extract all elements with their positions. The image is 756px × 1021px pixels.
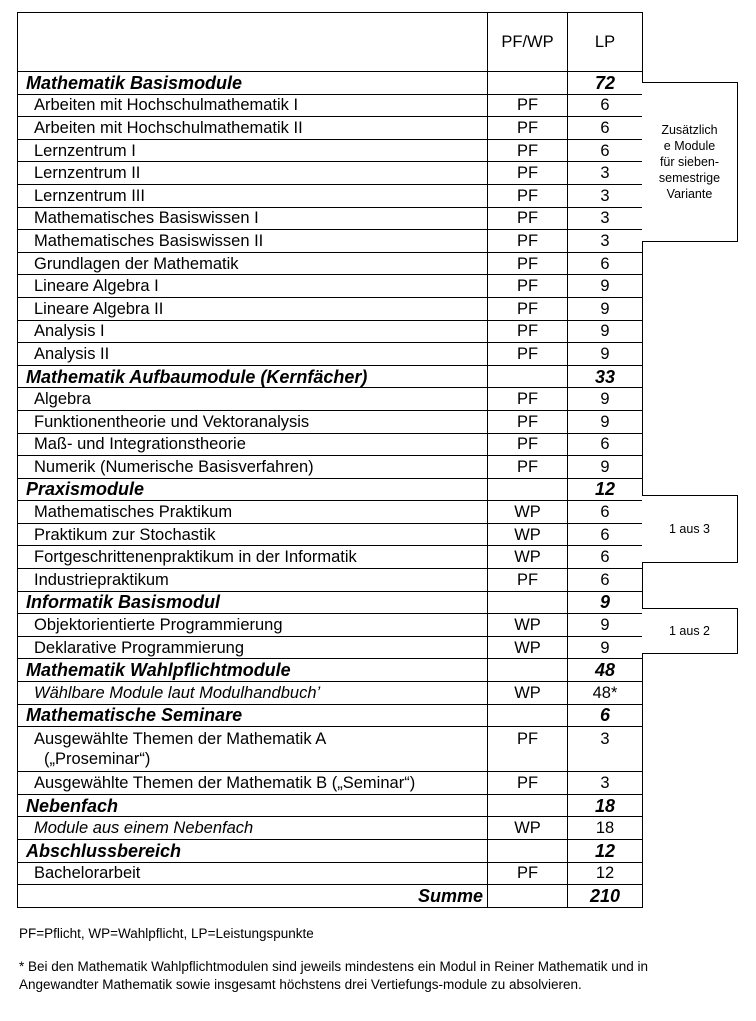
- section-title: Mathematik Aufbaumodule (Kernfächer): [18, 365, 488, 388]
- lp-cell: 6: [568, 117, 643, 140]
- pf-cell: [488, 794, 568, 817]
- lp-cell: 6: [568, 252, 643, 275]
- module-name: Praktikum zur Stochastik: [18, 523, 488, 546]
- pf-cell: PF: [488, 297, 568, 320]
- module-name: Lernzentrum III: [18, 184, 488, 207]
- lp-cell: 12: [568, 840, 643, 863]
- pf-cell: PF: [488, 275, 568, 298]
- lp-cell: 9: [568, 388, 643, 411]
- module-row: [18, 94, 643, 117]
- pf-cell: PF: [488, 727, 568, 772]
- module-name: Algebra: [18, 388, 488, 411]
- module-row: [18, 343, 643, 366]
- module-name: Bachelorarbeit: [18, 862, 488, 885]
- section-row: [18, 72, 643, 95]
- section-row: [18, 591, 643, 614]
- pf-cell: PF: [488, 230, 568, 253]
- lp-cell: 18: [568, 817, 643, 840]
- module-row: [18, 388, 643, 411]
- module-name: Funktionentheorie und Vektoranalysis: [18, 410, 488, 433]
- module-name: Fortgeschrittenenpraktikum in der Informatik: [18, 546, 488, 569]
- lp-cell: 3: [568, 162, 643, 185]
- lp-cell: 6: [568, 523, 643, 546]
- pf-cell: WP: [488, 501, 568, 524]
- section-title: Informatik Basismodul: [18, 591, 488, 614]
- module-row: [18, 297, 643, 320]
- pf-cell: [488, 72, 568, 95]
- module-row: [18, 184, 643, 207]
- pf-cell: PF: [488, 388, 568, 411]
- lp-cell: 72: [568, 72, 643, 95]
- lp-cell: 9: [568, 456, 643, 479]
- pf-cell: [488, 365, 568, 388]
- header-lp: LP: [568, 13, 643, 72]
- lp-cell: 33: [568, 365, 643, 388]
- lp-cell: 12: [568, 862, 643, 885]
- module-name-line2: („Proseminar“): [44, 750, 151, 769]
- module-row: [18, 501, 643, 524]
- note-one-of-three: 1 aus 3: [642, 495, 738, 563]
- section-title: Nebenfach: [18, 794, 488, 817]
- module-name: Lineare Algebra II: [18, 297, 488, 320]
- module-row: [18, 614, 643, 637]
- pf-cell: PF: [488, 320, 568, 343]
- module-row: [18, 320, 643, 343]
- section-row: [18, 704, 643, 727]
- footnote: * Bei den Mathematik Wahlpflichtmodulen sind jeweils mindestens ein Modul in Reiner Mathematik und in Angewandter Mathematik sowie insgesamt höchstens drei Vertiefungs-module zu absolvieren.: [19, 959, 649, 992]
- lp-cell: 6: [568, 546, 643, 569]
- lp-cell: 9: [568, 410, 643, 433]
- lp-cell: 3: [568, 727, 643, 772]
- module-name: [18, 727, 488, 772]
- lp-cell: 6: [568, 139, 643, 162]
- lp-cell: 6: [568, 501, 643, 524]
- pf-cell: WP: [488, 682, 568, 705]
- pf-cell: PF: [488, 94, 568, 117]
- lp-cell: 6: [568, 433, 643, 456]
- pf-cell: PF: [488, 456, 568, 479]
- lp-cell: 6: [568, 704, 643, 727]
- pf-cell: WP: [488, 523, 568, 546]
- module-table: [17, 12, 643, 908]
- lp-cell: 3: [568, 230, 643, 253]
- module-name: Industriepraktikum: [18, 569, 488, 592]
- pf-cell: PF: [488, 207, 568, 230]
- module-row: [18, 433, 643, 456]
- pf-cell: [488, 591, 568, 614]
- module-name: Grundlagen der Mathematik: [18, 252, 488, 275]
- lp-cell: 9: [568, 591, 643, 614]
- pf-cell: PF: [488, 162, 568, 185]
- pf-cell: [488, 704, 568, 727]
- pf-cell: [488, 840, 568, 863]
- sum-value: 210: [568, 885, 643, 908]
- sum-label: Summe: [18, 885, 488, 908]
- pf-cell: PF: [488, 252, 568, 275]
- module-name-line1: Ausgewählte Themen der Mathematik A: [34, 730, 327, 749]
- module-row: [18, 636, 643, 659]
- header-pf: PF/WP: [488, 13, 568, 72]
- lp-cell: 18: [568, 794, 643, 817]
- module-row: [18, 139, 643, 162]
- pf-cell: WP: [488, 614, 568, 637]
- section-title: Praxismodule: [18, 478, 488, 501]
- section-row: [18, 659, 643, 682]
- pf-cell: [488, 659, 568, 682]
- section-title: Abschlussbereich: [18, 840, 488, 863]
- lp-cell: 6: [568, 569, 643, 592]
- pf-cell: PF: [488, 433, 568, 456]
- module-row: [18, 817, 643, 840]
- pf-cell: PF: [488, 410, 568, 433]
- module-name: Objektorientierte Programmierung: [18, 614, 488, 637]
- module-row: [18, 275, 643, 298]
- module-name: Arbeiten mit Hochschulmathematik II: [18, 117, 488, 140]
- module-name: Numerik (Numerische Basisverfahren): [18, 456, 488, 479]
- pf-cell: PF: [488, 862, 568, 885]
- header-row: [18, 13, 643, 72]
- module-row: [18, 862, 643, 885]
- module-name: Mathematisches Praktikum: [18, 501, 488, 524]
- legend: PF=Pflicht, WP=Wahlpflicht, LP=Leistungspunkte: [19, 926, 314, 941]
- module-row: [18, 410, 643, 433]
- module-row: [18, 162, 643, 185]
- module-name: Analysis II: [18, 343, 488, 366]
- pf-cell: PF: [488, 184, 568, 207]
- pf-cell: WP: [488, 817, 568, 840]
- section-row: [18, 840, 643, 863]
- module-row: [18, 546, 643, 569]
- module-name: Lernzentrum II: [18, 162, 488, 185]
- lp-cell: 12: [568, 478, 643, 501]
- pf-cell: [488, 478, 568, 501]
- module-name: Deklarative Programmierung: [18, 636, 488, 659]
- module-row: [18, 569, 643, 592]
- lp-cell: 9: [568, 297, 643, 320]
- section-row: [18, 794, 643, 817]
- pf-cell: WP: [488, 546, 568, 569]
- module-row: [18, 230, 643, 253]
- module-row: [18, 523, 643, 546]
- note-seven-semester: Zusätzlich e Module für sieben- semestrige Variante: [642, 82, 738, 242]
- pf-cell: [488, 885, 568, 908]
- module-row: [18, 727, 643, 772]
- module-row: [18, 207, 643, 230]
- module-row: [18, 772, 643, 795]
- lp-cell: 9: [568, 275, 643, 298]
- section-title: Mathematik Basismodule: [18, 72, 488, 95]
- lp-cell: 48: [568, 659, 643, 682]
- header-empty: [18, 13, 488, 72]
- lp-cell: 9: [568, 614, 643, 637]
- module-name: Mathematisches Basiswissen II: [18, 230, 488, 253]
- module-name: Maß- und Integrationstheorie: [18, 433, 488, 456]
- section-row: [18, 365, 643, 388]
- sum-row: [18, 885, 643, 908]
- module-name: Lineare Algebra I: [18, 275, 488, 298]
- pf-cell: PF: [488, 772, 568, 795]
- lp-cell: 3: [568, 184, 643, 207]
- module-row: [18, 117, 643, 140]
- module-name: Module aus einem Nebenfach: [18, 817, 488, 840]
- lp-cell: 9: [568, 343, 643, 366]
- section-title: Mathematische Seminare: [18, 704, 488, 727]
- lp-cell: 9: [568, 636, 643, 659]
- lp-cell: 3: [568, 772, 643, 795]
- module-name: Wählbare Module laut Modulhandbuch’: [18, 682, 488, 705]
- lp-cell: 48*: [568, 682, 643, 705]
- pf-cell: PF: [488, 569, 568, 592]
- module-row: [18, 456, 643, 479]
- note-one-of-two: 1 aus 2: [642, 608, 738, 654]
- module-name: Lernzentrum I: [18, 139, 488, 162]
- lp-cell: 3: [568, 207, 643, 230]
- section-row: [18, 478, 643, 501]
- section-title: Mathematik Wahlpflichtmodule: [18, 659, 488, 682]
- module-row: [18, 252, 643, 275]
- pf-cell: PF: [488, 343, 568, 366]
- lp-cell: 6: [568, 94, 643, 117]
- module-name: Arbeiten mit Hochschulmathematik I: [18, 94, 488, 117]
- module-name: Analysis I: [18, 320, 488, 343]
- pf-cell: PF: [488, 117, 568, 140]
- module-name: Mathematisches Basiswissen I: [18, 207, 488, 230]
- pf-cell: PF: [488, 139, 568, 162]
- module-name: Ausgewählte Themen der Mathematik B („Seminar“): [18, 772, 488, 795]
- pf-cell: WP: [488, 636, 568, 659]
- lp-cell: 9: [568, 320, 643, 343]
- module-row: [18, 682, 643, 705]
